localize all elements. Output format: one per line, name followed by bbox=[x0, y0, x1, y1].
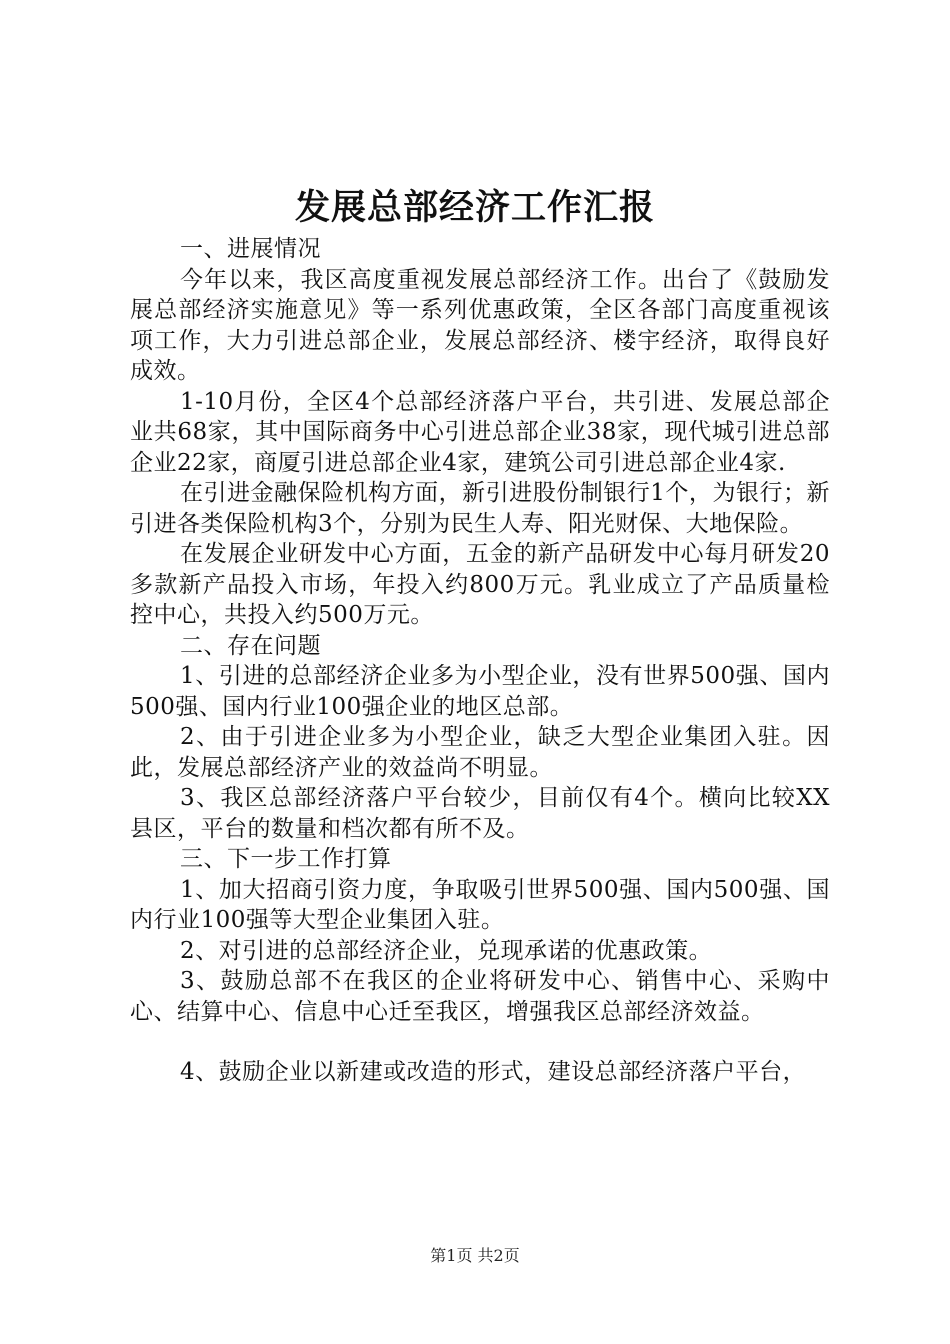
paragraph: 2、由于引进企业多为小型企业，缺乏大型企业集团入驻。因此，发展总部经济产业的效益尚不明显。 bbox=[130, 724, 830, 781]
paragraph: 3、我区总部经济落户平台较少，目前仅有4个。横向比较XX县区，平台的数量和档次都有所不及。 bbox=[130, 785, 830, 842]
paragraph: 1、引进的总部经济企业多为小型企业，没有世界500强、国内500强、国内行业100强企业的地区总部。 bbox=[130, 663, 830, 720]
section-heading-problems: 二、存在问题 bbox=[180, 632, 321, 659]
paragraph: 4、鼓励企业以新建或改造的形式，建设总部经济落户平台， bbox=[180, 1059, 807, 1085]
paragraph: 1-10月份，全区4个总部经济落户平台，共引进、发展总部企业共68家，其中国际商务中心引进总部企业38家，现代城引进总部企业22家，商厦引进总部企业4家，建筑公司引进总部企业4家. bbox=[130, 388, 830, 476]
section-heading-progress: 一、进展情况 bbox=[180, 236, 321, 262]
page-footer: 第1页 共2页 bbox=[430, 1246, 520, 1265]
paragraph: 2、对引进的总部经济企业，兑现承诺的优惠政策。 bbox=[180, 937, 713, 964]
paragraph: 今年以来，我区高度重视发展总部经济工作。出台了《鼓励发展总部经济实施意见》等一系列优惠政策，全区各部门高度重视该项工作，大力引进总部企业，发展总部经济、楼宇经济，取得良好成效。 bbox=[130, 266, 830, 384]
paragraph: 在发展企业研发中心方面，五金的新产品研发中心每月研发20多款新产品投入市场，年投入约800万元。乳业成立了产品质量检控中心，共投入约500万元。 bbox=[130, 541, 830, 628]
paragraph-spacer bbox=[130, 1027, 830, 1057]
paragraph: 3、鼓励总部不在我区的企业将研发中心、销售中心、采购中心、结算中心、信息中心迁至我区，增强我区总部经济效益。 bbox=[130, 968, 830, 1025]
paragraph: 1、加大招商引资力度，争取吸引世界500强、国内500强、国内行业100强等大型企业集团入驻。 bbox=[130, 876, 830, 933]
section-heading-next-steps: 三、下一步工作打算 bbox=[180, 846, 392, 872]
document-body bbox=[130, 234, 830, 1088]
paragraph: 在引进金融保险机构方面，新引进股份制银行1个，为银行；新引进各类保险机构3个，分别为民生人寿、阳光财保、大地保险。 bbox=[130, 480, 830, 537]
document-title: 发展总部经济工作汇报 bbox=[294, 188, 655, 228]
